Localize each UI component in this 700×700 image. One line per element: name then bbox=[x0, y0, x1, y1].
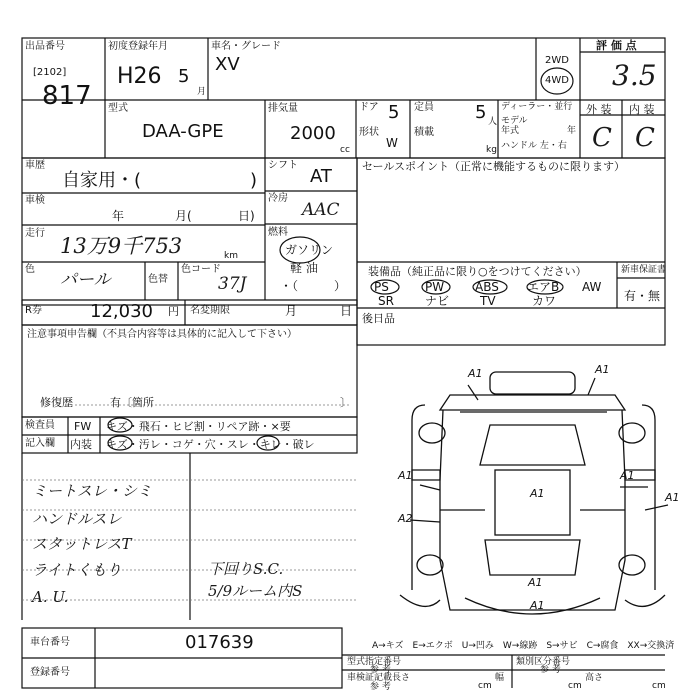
equip-ps: PS bbox=[374, 280, 389, 294]
dealer-year-label: 年式 bbox=[501, 126, 520, 136]
name-change-month: 月 bbox=[285, 304, 298, 318]
load-unit: kg bbox=[486, 145, 497, 155]
exterior-grade: C bbox=[592, 123, 612, 153]
history-value: 自家用・( bbox=[62, 170, 142, 191]
remark-4: ライトくもり bbox=[32, 561, 122, 579]
color-original-label: 色替 bbox=[148, 274, 168, 285]
warranty-label: 新車保証書 bbox=[621, 265, 667, 275]
load-label: 積載 bbox=[414, 127, 434, 138]
damage-mark: A1 bbox=[595, 363, 610, 376]
mileage-label: 走行 bbox=[25, 228, 45, 239]
fuel-gasoline: ガソリン bbox=[285, 243, 334, 257]
repair-close: 〕 bbox=[340, 396, 351, 409]
name-change-label: 名変期限 bbox=[190, 305, 230, 316]
equip-navi: ナビ bbox=[425, 294, 450, 308]
damage-mark: A1 bbox=[528, 576, 543, 589]
damage-legend: A→キズ E→エクボ U→凹み W→線跡 S→サビ C→腐食 XX→交換済 bbox=[372, 641, 675, 651]
registration-year: H26 bbox=[117, 64, 162, 89]
doors-value: 5 bbox=[388, 102, 400, 123]
name-change-day: 日 bbox=[340, 304, 353, 318]
recycle-label: R券 bbox=[25, 305, 42, 316]
damage-mark: A1 bbox=[620, 469, 635, 482]
history-close: ) bbox=[250, 170, 258, 191]
interior-grade: C bbox=[635, 123, 655, 153]
displacement-value: 2000 bbox=[290, 123, 336, 144]
equip-tv: TV bbox=[480, 294, 496, 308]
damage-mark: A1 bbox=[665, 491, 680, 504]
recycle-value: 12,030 bbox=[90, 301, 153, 322]
chassis-value: 017639 bbox=[185, 632, 254, 653]
interior-prefix: 内装 bbox=[70, 438, 92, 451]
shape-value: W bbox=[386, 136, 398, 150]
interior-label: 内 装 bbox=[629, 103, 655, 116]
certificate-sub: 参 考 bbox=[370, 682, 391, 692]
model-designation-sub: 参 考 bbox=[370, 665, 391, 675]
equip-abs: ABS bbox=[475, 280, 499, 294]
inspector-label: 検査員 bbox=[25, 420, 55, 431]
drive-4wd: 4WD bbox=[545, 75, 569, 86]
fuel-diesel: 軽 油 bbox=[290, 261, 318, 275]
certificate-length-unit: cm bbox=[478, 681, 492, 691]
drive-2wd: 2WD bbox=[545, 55, 569, 66]
dealer-model-label: モデル bbox=[501, 116, 528, 126]
equip-pw: PW bbox=[425, 280, 445, 294]
exterior-label: 外 装 bbox=[586, 103, 612, 116]
registration-month-unit: 月 bbox=[197, 87, 207, 97]
damage-mark: A1 bbox=[530, 487, 545, 500]
displacement-unit: cc bbox=[340, 145, 350, 155]
notes-label: 注意事項申告欄（不具合内容等は具体的に記入して下さい） bbox=[27, 329, 297, 340]
class-designation-label: 類別区分番号 bbox=[516, 657, 571, 667]
inspection-day: 日) bbox=[238, 209, 255, 223]
history-label: 車歴 bbox=[25, 160, 45, 171]
model-value: XV bbox=[215, 54, 240, 75]
remark-right-2: 5/9ルーム内S bbox=[208, 582, 303, 600]
certificate-height-unit: cm bbox=[652, 681, 666, 691]
record-label: 記入欄 bbox=[25, 438, 55, 449]
score-label: 評 価 点 bbox=[596, 39, 637, 52]
type-value: DAA-GPE bbox=[142, 121, 224, 142]
aircon-label: 冷房 bbox=[268, 193, 288, 204]
aircon-value: AAC bbox=[302, 200, 340, 220]
fuel-label: 燃料 bbox=[268, 227, 288, 238]
dealer-handle-label: ハンドル 左・右 bbox=[501, 141, 567, 151]
model-designation-label: 型式指定番号 bbox=[347, 657, 402, 667]
repair-value: 有〔箇所 bbox=[110, 396, 154, 409]
capacity-unit: 人 bbox=[488, 117, 498, 127]
fw-options: キズ・飛石・ヒビ割・リペア跡・×要 bbox=[106, 420, 291, 433]
repair-label: 修復歴 bbox=[40, 396, 73, 409]
shape-label: 形状 bbox=[359, 127, 379, 138]
sales-point-label: セールスポイント（正常に機能するものに限ります） bbox=[362, 160, 626, 173]
certificate-width: 幅 bbox=[495, 673, 505, 683]
chassis-label: 車台番号 bbox=[30, 637, 70, 648]
equipment-label: 装備品（純正品に限り○をつけてください） bbox=[368, 265, 587, 278]
equip-leather: カワ bbox=[532, 294, 557, 308]
color-label: 色 bbox=[25, 264, 35, 275]
inspection-month: 月( bbox=[175, 209, 192, 223]
damage-mark: A1 bbox=[398, 469, 413, 482]
registration-label: 初度登録年月 bbox=[108, 41, 168, 52]
lot-number: 817 bbox=[42, 81, 92, 111]
dealer-label: ディーラー・並行 bbox=[501, 102, 573, 112]
inspection-label: 車検 bbox=[25, 195, 45, 206]
certificate-label: 車検証記載 bbox=[347, 673, 393, 683]
fw-prefix: FW bbox=[74, 420, 92, 433]
remark-right-1: 下回りS.C. bbox=[208, 560, 284, 578]
doors-label: ドア bbox=[359, 102, 379, 113]
mileage-unit: km bbox=[224, 251, 238, 261]
remark-3: スタットレスT bbox=[32, 535, 132, 553]
type-label: 型式 bbox=[108, 103, 128, 114]
score-value: 3.5 bbox=[612, 59, 657, 92]
dealer-year-unit: 年 bbox=[567, 126, 577, 136]
capacity-label: 定員 bbox=[414, 102, 434, 113]
model-label: 車名・グレード bbox=[211, 41, 281, 52]
interior-options: キズ・汚レ・コゲ・穴・スレ・キレ・破レ bbox=[106, 438, 315, 451]
certificate-length: 長さ bbox=[392, 673, 411, 683]
displacement-label: 排気量 bbox=[268, 103, 298, 114]
color-value: パール bbox=[60, 270, 111, 290]
remark-2: ハンドルスレ bbox=[32, 510, 122, 528]
reg-number-label: 登録番号 bbox=[30, 667, 70, 678]
remark-5: A. U. bbox=[32, 588, 69, 606]
lot-code: [2102] bbox=[33, 67, 67, 78]
lot-label: 出品番号 bbox=[25, 41, 65, 52]
equip-airbag: エアB bbox=[527, 280, 560, 294]
certificate-width-unit: cm bbox=[568, 681, 582, 691]
damage-mark: A1 bbox=[530, 599, 545, 612]
fuel-other: ・（ ） bbox=[280, 279, 347, 293]
registration-month: 5 bbox=[178, 66, 190, 87]
mileage-value: 13万9千753 bbox=[60, 234, 183, 258]
certificate-height: 高さ bbox=[585, 673, 604, 683]
remark-1: ミートスレ・シミ bbox=[32, 482, 152, 500]
rear-items-label: 後日品 bbox=[362, 312, 395, 325]
equip-sr: SR bbox=[378, 294, 394, 308]
equip-aw: AW bbox=[582, 280, 602, 294]
warranty-value: 有・無 bbox=[624, 289, 661, 303]
class-designation-sub: 参 考 bbox=[540, 665, 561, 675]
recycle-unit: 円 bbox=[168, 305, 179, 318]
capacity-value: 5 bbox=[475, 102, 487, 123]
shift-value: AT bbox=[310, 166, 332, 187]
damage-mark: A1 bbox=[468, 367, 483, 380]
inspection-year: 年 bbox=[112, 209, 125, 223]
color-code-label: 色コード bbox=[181, 264, 221, 275]
color-code: 37J bbox=[218, 274, 247, 294]
damage-mark: A2 bbox=[398, 512, 413, 525]
shift-label: シフト bbox=[268, 160, 298, 171]
